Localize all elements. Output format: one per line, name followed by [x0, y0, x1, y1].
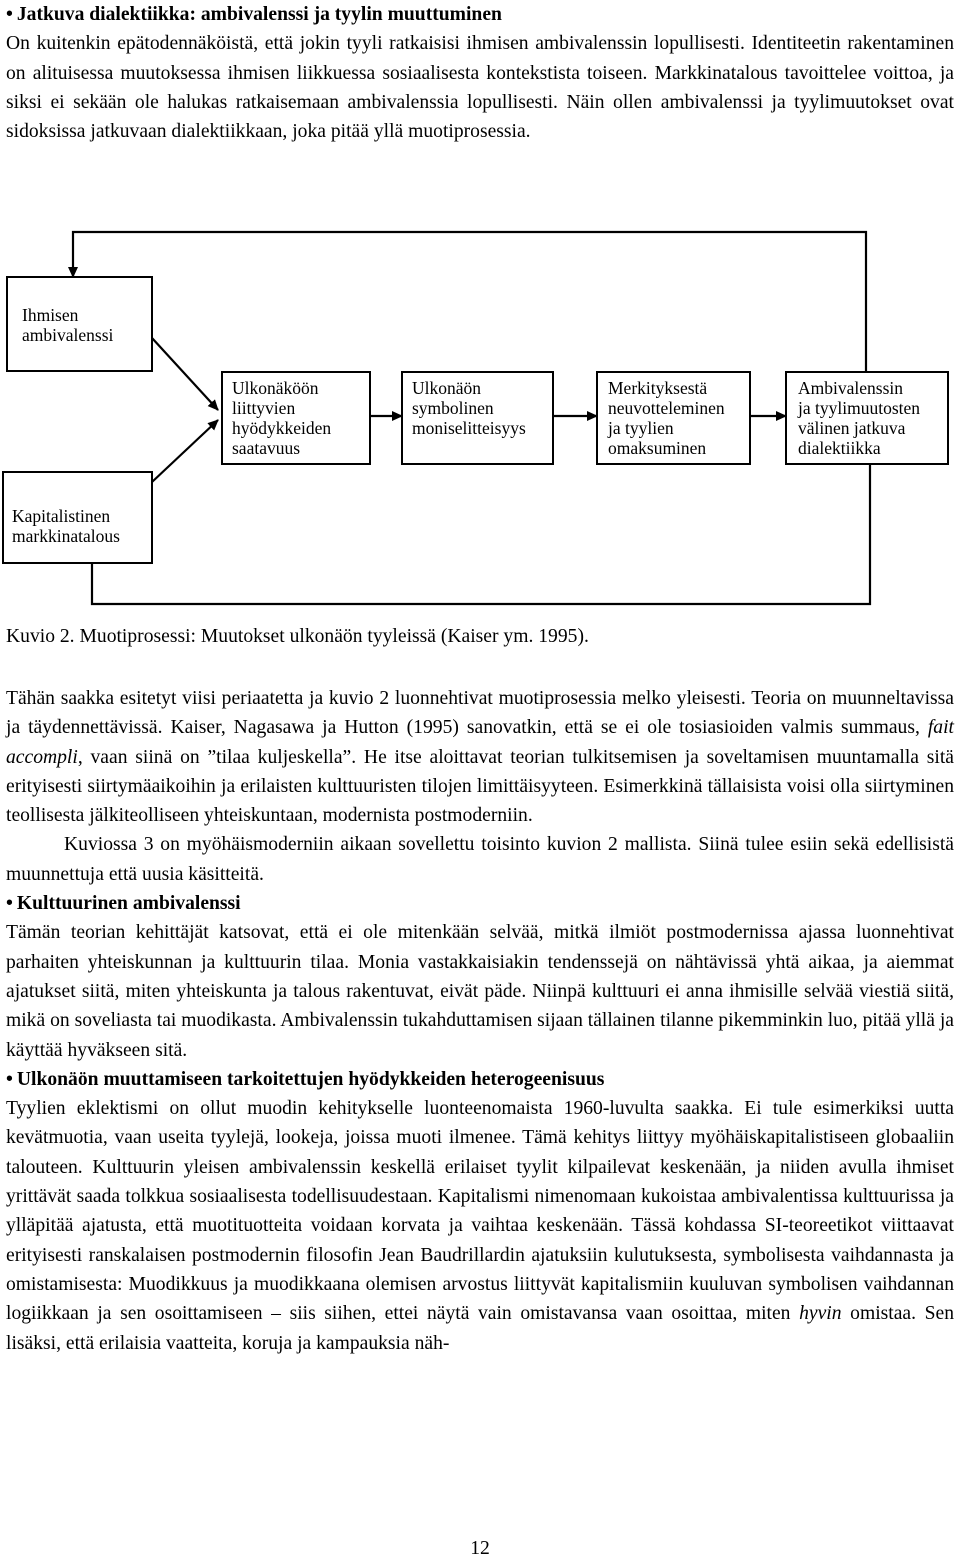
bullet: •	[6, 1068, 13, 1090]
body-paragraph-3: Tämän teorian kehittäjät katsovat, että ei ole mitenkään selvää, mitkä ilmiöt postmodernissa ajassa luonnehtivat parhaiten yhteiskunnan ja kulttuurin tilaa. Monia vastakkaisiakin tendenssejä on nähtävissä yhtä aikaa, ja aiemmat ajatukset siitä, miten yhteiskunta ja talous rakentuvat, eivät päde. Niinpä kulttuuri ei anna ihmisille selvää viestiä siitä, mikä on soveliasta tai muodikasta. Ambivalenssin tukahduttamisen sijaan tällainen tilanne pikemminkin luo, pitää yllä ja käyttää hyväkseen sitä.	[6, 922, 954, 1061]
box3-label: Merkityksestä neuvotteleminen ja tyylien omaksuminen	[608, 378, 725, 458]
box1-label: Ulkonäköön liittyvien hyödykkeiden saatavuus	[232, 378, 332, 458]
left-bottom-label: Kapitalistinen markkinatalous	[12, 506, 120, 546]
bullet: •	[6, 893, 13, 915]
p4-italic: hyvin	[799, 1303, 842, 1325]
figure-caption: Kuvio 2. Muotiprosessi: Muutokset ulkonäön tyyleissä (Kaiser ym. 1995).	[6, 626, 589, 647]
arrow-market-to-availability	[152, 420, 218, 482]
p1-text-a: Tähän saakka esitetyt viisi periaatetta ja kuvio 2 luonnehtivat muotiprosessia melko yleisesti. Teoria on muunneltavissa ja täydennettävissä. Kaiser, Nagasawa ja Hutton (1995) sanovatkin, että se ei ole tosiasioiden valmis summaus,	[6, 688, 954, 739]
p1-italic: fait accompli	[6, 717, 954, 768]
body-paragraph-4	[6, 1094, 954, 1358]
process-diagram	[0, 220, 960, 620]
intro-section	[6, 0, 954, 146]
page-number: 12	[470, 1538, 490, 1559]
body-section	[6, 684, 954, 1358]
box2-label: Ulkonäön symbolinen moniselitteisyys	[412, 378, 526, 438]
section-heading-cultural: Kulttuurinen ambivalenssi	[16, 893, 241, 915]
body-paragraph-1	[6, 684, 954, 830]
p4-text-b: omistaa. Sen lisäksi, että erilaisia vaatteita, koruja ja kampauksia näh-	[6, 1303, 955, 1354]
section-heading-dialectic: Jatkuva dialektiikka: ambivalenssi ja tyylin muuttuminen	[16, 4, 502, 25]
feedback-loop-top-line	[73, 232, 866, 372]
section-heading-heterogeneity: Ulkonäön muuttamiseen tarkoitettujen hyödykkeiden heterogeenisuus	[16, 1068, 605, 1090]
box4-label: Ambivalenssin ja tyylimuutosten välinen jatkuva dialektiikka	[798, 378, 921, 458]
arrow-ambivalence-to-availability	[152, 338, 218, 410]
p4-text-a: Tyylien eklektismi on ollut muodin kehitykselle luonteenomaista 1960-luvulta saakka. Ei tule esimerkiksi uutta kevätmuotia, vaan useita tyylejä, lookeja, joissa muoti ilmenee. Tämä kehitys liittyy myöhäiskapitalistiseen globaaliin talouteen. Kulttuurin yleisen ambivalenssin keskellä erilaiset tyylit kilpailevat keskenään, ja niiden avulla ihmiset yrittävät saada tolkkua sosiaalisesta todellisuudestaan. Kapitalismi nimenomaan kukoistaa ambivalentissa kulttuurissa ja ylläpitää ajatusta, että muotituotteita voidaan korvata ja vaihtaa keskenään. Tässä kohdassa SI-teoreetikot viittaavat erityisesti ranskalaisen postmodernin filosofin Jean Baudrillardin ajatuksiin kulutuksesta, symbolisesta vaihdannasta ja omistamisesta: Muodikkuus ja muodikkaana olemisen arvostus liittyvät kapitalismiin kuuluvan symbolisen vaihdannan logiikkaan ja sen osoittamiseen – siis siihen, ettei näytä vain omistavansa vaan osoittaa, miten	[6, 1098, 954, 1325]
intro-paragraph: On kuitenkin epätodennäköistä, että jokin tyyli ratkaisisi ihmisen ambivalenssin lopullisesti. Identiteetin rakentaminen on alituisessa muutoksessa ihmisen liikkuessa sosiaalisesta kontekstista toiseen. Markkinatalous tavoittelee voittoa, ja siksi ei sekään ole halukas ratkaisemaan ambivalenssia lopullisesti. Näin ollen ambivalenssi ja tyylimuutokset ovat sidoksissa jatkuvaan dialektiikkaan, joka pitää yllä muotiprosessia.	[6, 33, 954, 143]
p1-text-b: , vaan siinä on ”tilaa kuljeskella”. He itse aloittavat teorian tulkitsemisen ja soveltamisen muuntamalla sitä erityisesti siirtymäaikoihin ja erilaisten kulttuuristen tilojen limittäisyyteen. Esimerkkinä tällaisista voisi olla siirtyminen teollisesta jälkiteolliseen yhteiskuntaan, modernista postmoderniin.	[6, 746, 954, 827]
left-top-label: Ihmisen ambivalenssi	[22, 305, 114, 345]
bullet: •	[6, 4, 13, 25]
body-paragraph-2: Kuviossa 3 on myöhäismoderniin aikaan sovellettu toisinto kuvion 2 mallista. Siinä tulee esiin sekä edellisistä muunnettuja että uusia käsitteitä.	[6, 834, 954, 885]
feedback-loop-line	[92, 455, 870, 604]
